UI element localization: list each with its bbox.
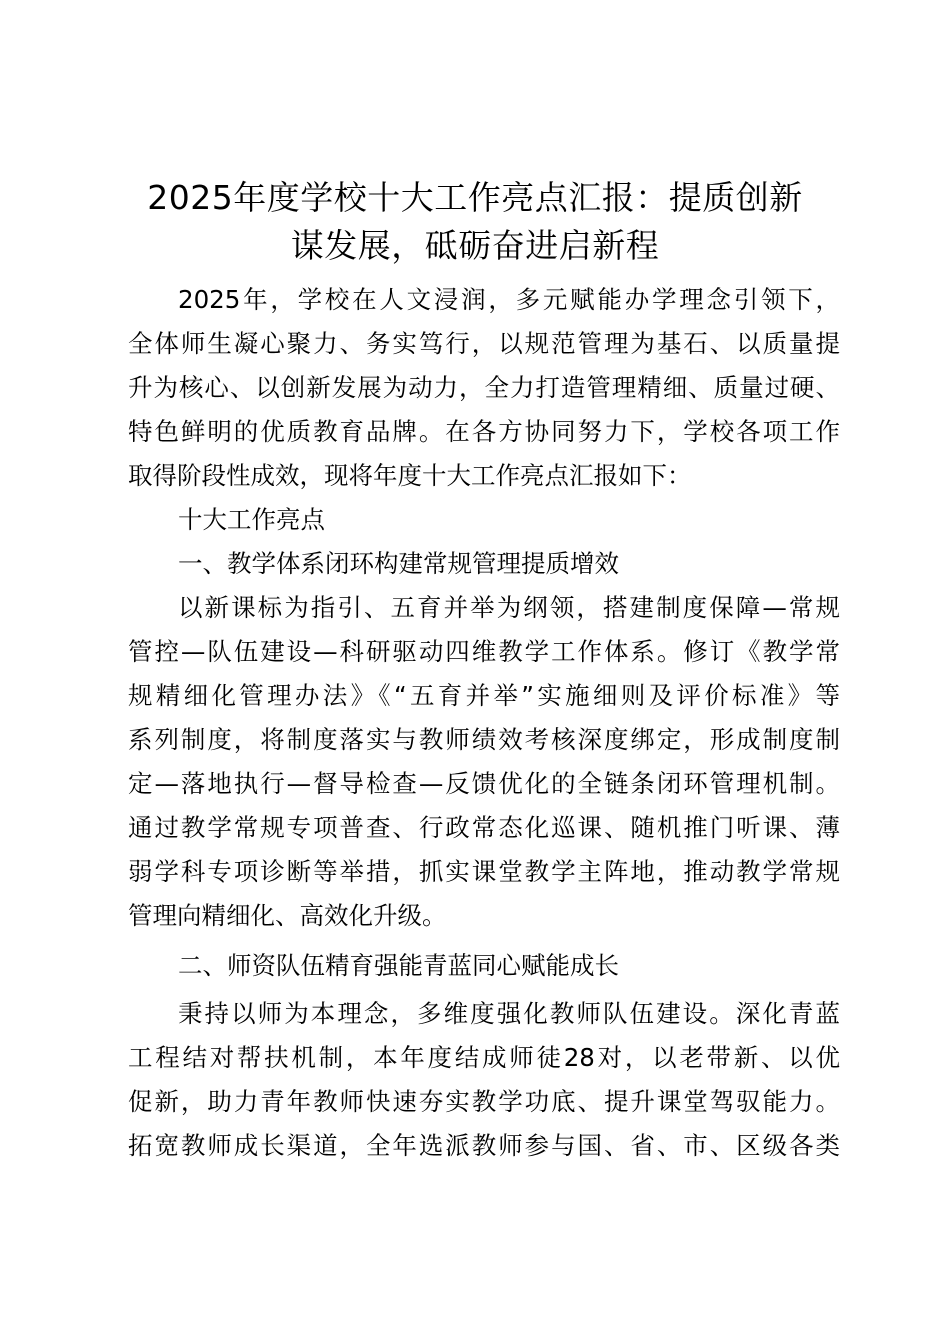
item-1-body-line: 以新课标为指引、五育并举为纲领，搭建制度保障—常规 [178,593,840,622]
document-title-line-1: 2025年度学校十大工作亮点汇报：提质创新 [147,178,803,217]
item-1-body-line: 管理向精细化、高效化升级。 [128,901,447,930]
item-2-body-line: 促新，助力青年教师快速夯实教学功底、提升课堂驾驭能力。 [128,1087,840,1116]
item-1-body-line: 规精细化管理办法》《“五育并举”实施细则及评价标准》等 [128,681,840,710]
item-2-heading: 二、师资队伍精育强能青蓝同心赋能成长 [178,951,619,980]
intro-line: 取得阶段性成效，现将年度十大工作亮点汇报如下： [128,461,692,490]
item-1-body-line: 弱学科专项诊断等举措，抓实课堂教学主阵地，推动教学常规 [128,857,840,886]
item-1-heading: 一、教学体系闭环构建常规管理提质增效 [178,549,619,578]
item-2-body-line: 拓宽教师成长渠道，全年选派教师参与国、省、市、区级各类 [128,1131,840,1160]
document-title-line-2: 谋发展，砥砺奋进启新程 [290,226,660,265]
intro-line: 2025年，学校在人文浸润，多元赋能办学理念引领下， [178,285,840,314]
intro-line: 升为核心、以创新发展为动力，全力打造管理精细、质量过硬、 [128,373,840,402]
section-heading: 十大工作亮点 [178,505,325,534]
item-2-body-line: 工程结对帮扶机制，本年度结成师徒28对，以老带新、以优 [128,1043,840,1072]
item-2-body-line: 秉持以师为本理念，多维度强化教师队伍建设。深化青蓝 [178,999,840,1028]
intro-line: 全体师生凝心聚力、务实笃行，以规范管理为基石、以质量提 [128,329,840,358]
item-1-body-line: 管控—队伍建设—科研驱动四维教学工作体系。修订《教学常 [128,637,840,666]
item-1-body-line: 定—落地执行—督导检查—反馈优化的全链条闭环管理机制。 [128,769,840,798]
item-1-body-line: 系列制度，将制度落实与教师绩效考核深度绑定，形成制度制 [128,725,840,754]
item-1-body-line: 通过教学常规专项普查、行政常态化巡课、随机推门听课、薄 [128,813,840,842]
intro-line: 特色鲜明的优质教育品牌。在各方协同努力下，学校各项工作 [128,417,840,446]
